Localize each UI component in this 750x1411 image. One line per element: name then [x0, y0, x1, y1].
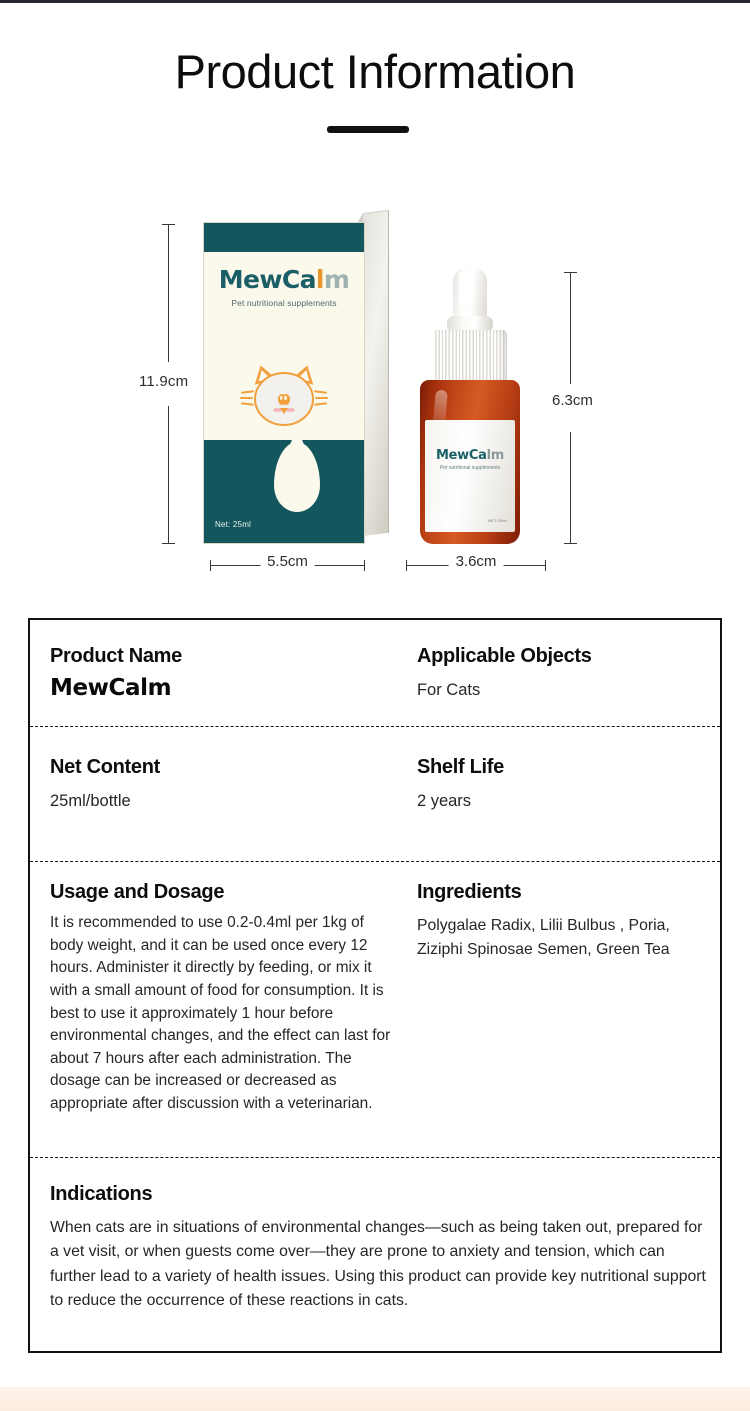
bottle-width-label: 3.6cm — [449, 553, 504, 570]
spec-header-product-name: Product Name — [50, 645, 182, 667]
spec-header-usage-dosage: Usage and Dosage — [50, 881, 225, 903]
brand-logo-part2: m — [323, 265, 350, 294]
cat-whisker-left-2 — [240, 397, 253, 399]
carton-brand-block — [204, 267, 364, 308]
spec-header-indications: Indications — [50, 1183, 153, 1205]
cat-whisker-right-2 — [315, 397, 328, 399]
spec-value-indications: When cats are in situations of environmental changes—such as being taken out, prepared for a vet visit, or when guests come over—they are prone to anxiety and tension, which can further lead to a variety of health issues. Using this product can provide key nutritional support to reduce the occurrence of these reactions in cats. — [50, 1219, 706, 1310]
carton-width-label: 5.5cm — [260, 553, 315, 570]
bottle-label — [425, 420, 515, 532]
dimension-cap-right — [364, 560, 365, 571]
droplet-icon — [274, 442, 320, 512]
brand-logo-accent-letter: l — [315, 265, 324, 294]
carton-brand-subtitle: Pet nutritional supplements — [231, 298, 337, 308]
bottle-height-label: 6.3cm — [549, 391, 596, 410]
dimension-segment-top — [570, 272, 571, 384]
cat-nose-icon — [280, 408, 288, 414]
spec-header-applicable-objects: Applicable Objects — [416, 645, 592, 667]
carton-bottom-panel — [204, 440, 364, 543]
bottom-accent-strip — [0, 1387, 750, 1411]
bottle-label-net-text: NET:25ml — [488, 518, 507, 523]
bottle-brand-logo — [425, 448, 515, 463]
bottle-logo-part2: lm — [486, 448, 504, 463]
spec-cell-product-name — [30, 620, 397, 726]
brand-logo-part1: MewCa — [218, 265, 316, 294]
cat-whisker-right-1 — [314, 390, 327, 393]
spec-value-shelf-life: 2 years — [416, 792, 472, 810]
spec-cell-net-content — [30, 727, 397, 861]
spec-value-product-name: MewCalm — [50, 675, 172, 701]
spec-header-net-content: Net Content — [50, 756, 161, 778]
carton-front-face — [203, 222, 365, 544]
spec-header-shelf-life: Shelf Life — [416, 756, 504, 778]
dropper-bulb — [453, 268, 487, 320]
cat-eye-right — [282, 394, 290, 405]
product-carton-image — [203, 222, 365, 544]
dimension-cap-right — [545, 560, 546, 571]
spec-value-applicable-objects: For Cats — [416, 681, 481, 699]
cat-head-shape — [254, 372, 314, 426]
bottle-label-subtitle: Pet nutritional supplements — [439, 465, 501, 471]
carton-brand-logo — [204, 267, 364, 292]
page-title: Product Information — [174, 45, 576, 98]
page-top-edge — [0, 0, 750, 3]
carton-net-content-text: Net: 25ml — [215, 520, 252, 529]
title-underline-rule — [327, 126, 409, 133]
table-row — [30, 726, 720, 861]
spec-header-ingredients: Ingredients — [416, 881, 522, 903]
spec-value-ingredients: Polygalae Radix, Lilii Bulbus , Poria, Ziziphi Spinosae Semen, Green Tea — [416, 917, 670, 959]
dimension-segment-bottom — [168, 406, 169, 544]
table-row — [30, 1157, 720, 1347]
product-bottle-image — [410, 268, 530, 544]
spec-cell-ingredients — [397, 862, 720, 1157]
dimension-segment-top — [168, 224, 169, 362]
cat-whisker-left-3 — [241, 402, 254, 405]
cat-whisker-left-1 — [241, 390, 254, 393]
table-row — [30, 861, 720, 1157]
dimension-cap-bottom — [162, 543, 175, 544]
bottle-logo-part1: MewCa — [436, 448, 487, 463]
dimension-segment-bottom — [570, 432, 571, 544]
bottle-amber-glass — [420, 380, 520, 544]
cat-whisker-right-3 — [314, 402, 327, 405]
carton-width-dimension-line — [210, 553, 365, 571]
table-row — [30, 620, 720, 726]
cat-face-illustration — [245, 363, 323, 429]
dropper-bulb-neck — [447, 316, 493, 331]
spec-value-usage-dosage: It is recommended to use 0.2-0.4ml per 1kg of body weight, and it can be used once every 12 hours. Administer it directly by feeding, or mix it with a small amount of food for consumption. It is best to use it approximately 1 hour before environmental changes, and the effect can last for about 7 hours after each administration. The dosage can be increased or decreased as appropriate after discussion with a veterinarian. — [50, 914, 391, 1113]
spec-cell-applicable-objects — [397, 620, 720, 726]
spec-value-net-content: 25ml/bottle — [50, 792, 131, 810]
bottle-width-dimension-line — [406, 553, 546, 571]
bottle-ribbed-cap — [433, 330, 507, 383]
dimension-cap-bottom — [564, 543, 577, 544]
carton-top-band — [204, 223, 364, 252]
spec-cell-indications — [30, 1158, 720, 1347]
product-spec-table — [28, 618, 722, 1353]
carton-side-face — [363, 211, 389, 536]
spec-cell-shelf-life — [397, 727, 720, 861]
carton-height-label: 11.9cm — [136, 372, 191, 391]
spec-cell-usage-dosage — [30, 862, 397, 1157]
